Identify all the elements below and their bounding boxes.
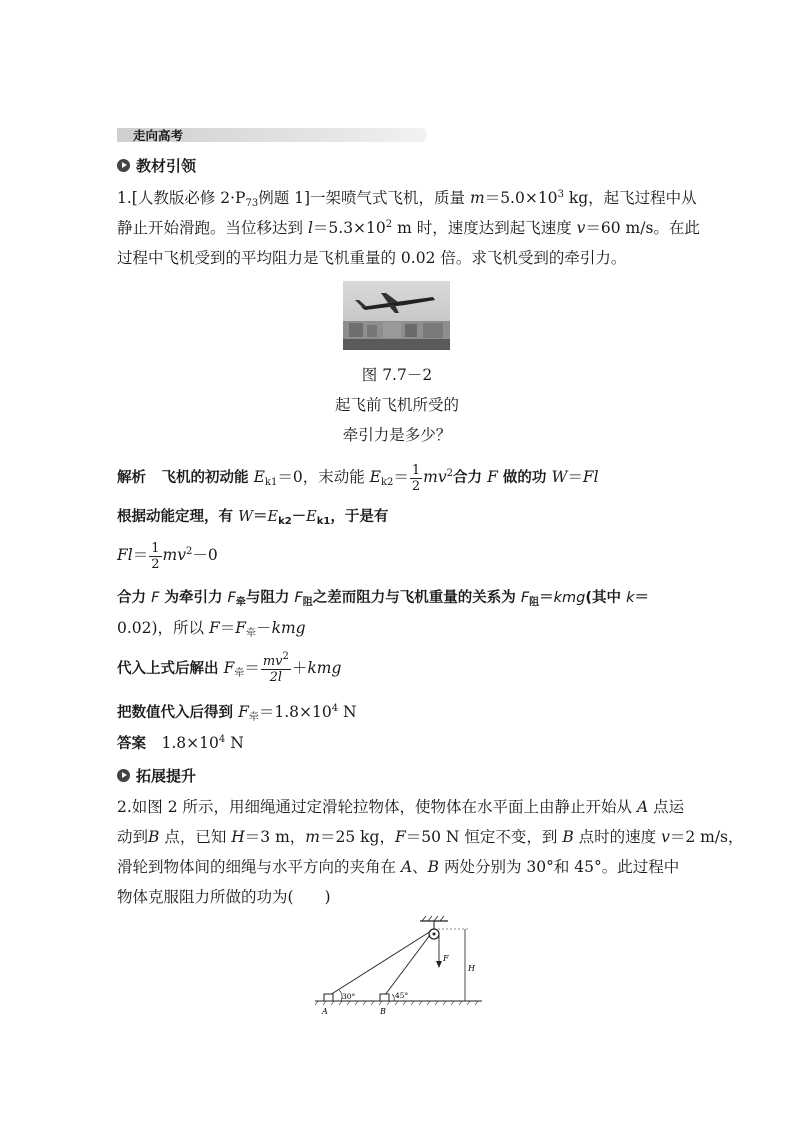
label-H: H	[468, 964, 475, 973]
label-B: B	[380, 1007, 386, 1016]
airplane-photo	[343, 281, 450, 350]
solution-line5: 0.02)，所以 $F=F_牵-kmg$	[117, 619, 306, 639]
section-heading-extension	[117, 765, 196, 786]
figure1-question-line2: 牵引力是多少？	[342, 426, 452, 444]
figure1-question-line1: 起飞前飞机所受的	[334, 396, 459, 414]
label-angle-45: 45°	[395, 991, 409, 1000]
block-B	[380, 994, 389, 1001]
section-title: 教材引领	[136, 157, 197, 175]
label-A: A	[322, 1007, 328, 1016]
pulley-diagram	[310, 915, 490, 1020]
problem1-line2: 静止开始滑跑。当位移达到 $l=5.3\times 10^2$ m 时，速度达到起飞速度 v＝60 m/s。在此	[117, 219, 700, 237]
problem2-line4: 物体克服阻力所做的功为( )	[117, 888, 331, 906]
play-bullet-icon	[117, 159, 130, 172]
label-angle-30: 30°	[342, 992, 356, 1001]
solution-line3: Fl＝ $\frac{1}{2}$ $mv^2-0$	[117, 540, 218, 572]
solution-line6: 代入上式后解出 $F_牵=$ $\frac{mv^2}{2l}$ ＋kmg	[117, 650, 342, 685]
problem2-line2: 动到B 点，已知 H＝3 m，m＝25 kg，F＝50 N 恒定不变，到 B 点时的速度 v＝2 m/s，	[117, 828, 744, 846]
answer-line: 答案 $1.8\times 10^4$ N	[117, 734, 244, 752]
fraction-half: $\frac{1}{2}$	[411, 462, 421, 494]
solution-line4: 合力 F 为牵引力 $F_牵$与阻力 $F_阻$之差而阻力与飞机重量的关系为 $F_阻=kmg$(其中 k＝	[117, 590, 649, 608]
problem2-line1: 2.如图 2 所示，用细绳通过定滑轮拉物体，使物体在水平面上由静止开始从 A 点运	[117, 798, 685, 816]
solution-line7: 把数值代入后得到 $F_牵=1.8\times 10^4$ N	[117, 703, 357, 723]
label-F: F	[443, 954, 449, 963]
problem1-line1: 1.[人教版必修 $2\cdot P_{73}$例题 1]一架喷气式飞机，质量 $m=5.0\times 10^3$ kg，起飞过程中从	[117, 189, 697, 209]
solution-line1: 解析 飞机的初动能 $E_{k1}=0$，末动能 $E_{k2}=$ $\frac{1}{2}$ $mv^2$合力 F 做的功 W＝Fl	[117, 462, 599, 494]
figure1-caption: 图 7.7－2	[361, 366, 433, 384]
header-banner	[117, 126, 427, 144]
problem2-line3: 滑轮到物体间的细绳与水平方向的夹角在 A、B 两处分别为 30°和 45°。此过程中	[117, 858, 680, 876]
banner-label: 走向高考	[133, 128, 184, 143]
solution-line2: 根据动能定理，有 $W=E_{k2}-E_{k1}$，于是有	[117, 509, 389, 527]
section-title: 拓展提升	[136, 767, 197, 785]
play-bullet-icon	[117, 769, 130, 782]
block-A	[324, 994, 333, 1001]
problem1-line3: 过程中飞机受到的平均阻力是飞机重量的 0.02 倍。求飞机受到的牵引力。	[117, 249, 627, 267]
section-heading-textbook	[117, 155, 196, 176]
